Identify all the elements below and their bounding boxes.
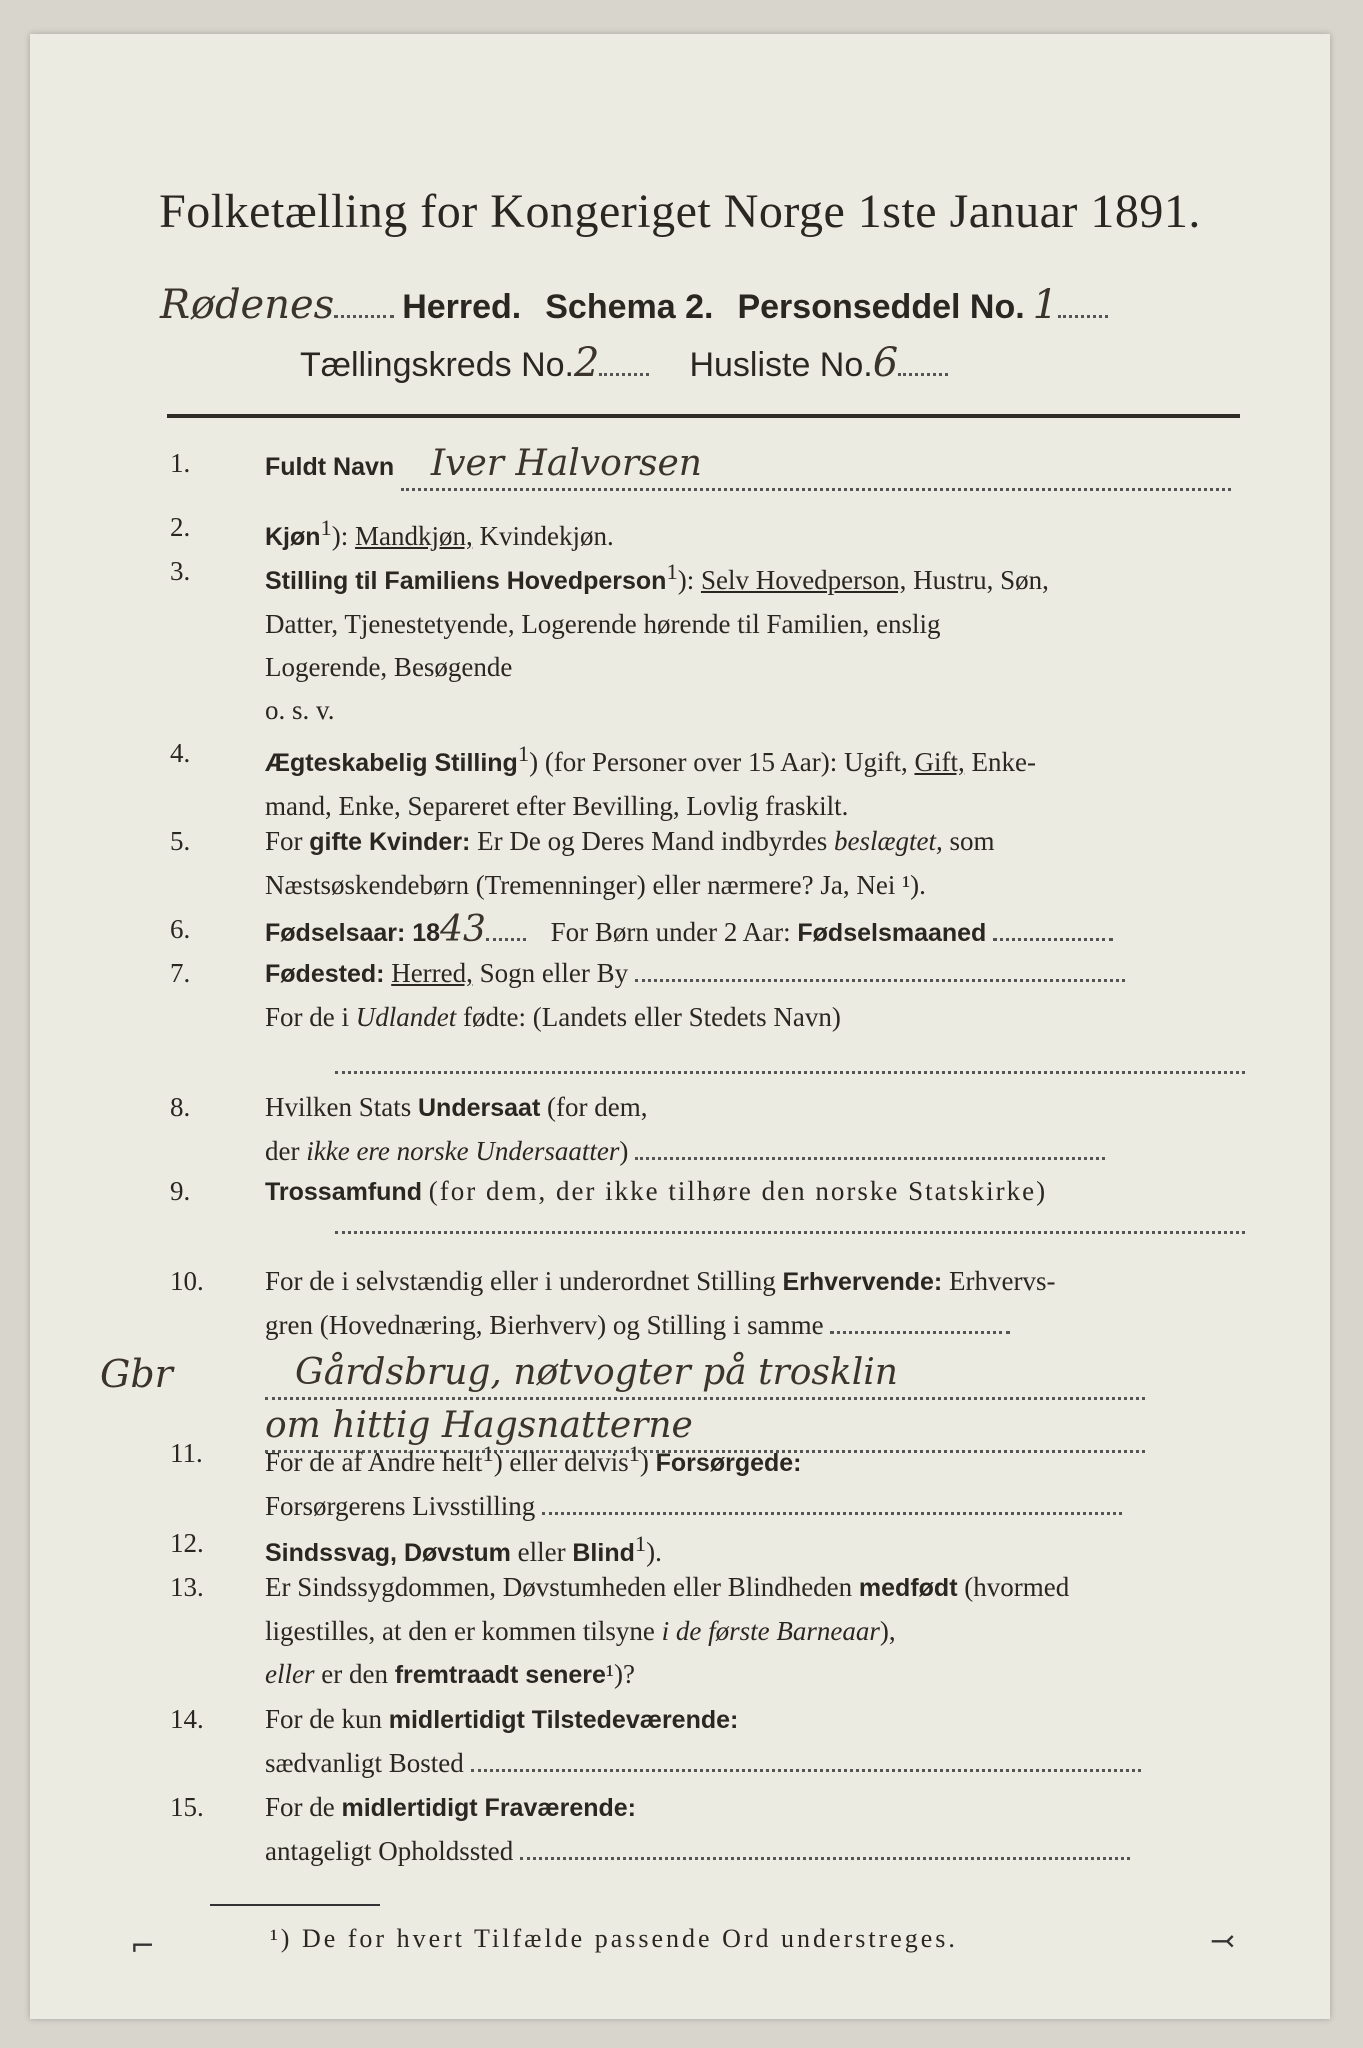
item-number: 9.	[170, 1176, 191, 1206]
item-number: 4.	[170, 738, 191, 768]
kreds-value: 2	[573, 340, 600, 386]
item-number: 11.	[170, 1438, 203, 1468]
item-number: 5.	[170, 826, 191, 856]
name-label: Fuldt Navn	[265, 453, 395, 481]
personseddel-value: 1	[1032, 282, 1059, 328]
header-line-1	[160, 282, 1108, 328]
occupation-value-2: om hittig Hagsnatterne	[265, 1405, 693, 1446]
name-value: Iver Halvorsen	[430, 443, 702, 484]
herred-value: Rødenes	[160, 282, 335, 328]
census-form-sheet: Folketælling for Kongeriget Norge 1ste Januar 1891. Rødenes Herred. Schema 2. Personseddel No. 1 Tællingskreds No. 2 Husliste No. 6 1. Fuldt Navn Iver Halvorsen 2. Kjøn$^1$): Mandkjøn, Kvindekjøn. 3. Stilling til Familiens Hovedperson$^1$): Selv Hovedperson, Hustru, Søn, Datter, Tjenestetyende, Logerende hørende til Familien, enslig Logerende, Besøgende o. s. v. 4. Ægteskabelig Stilling$^1$) (for Personer over 15 Aar): Ugift, Gift, Enke- mand, Enke, Separeret efter Bevilling, Lovlig fraskilt. 5. For gifte Kvinder: Er De og Deres Mand indbyrdes beslægtet, som Næstsøskendebørn (Tremenninger) eller nærmere? Ja, Nei ¹). 6. Fødselsaar: 1843 For Børn under 2 Aar: Fødselsmaaned 7. Fødested: Herred, Sogn eller By For de i Udlandet fødte: (Landets eller Stedets Navn) 8. Hvilken Stats Undersaat (for dem, der ikke ere norske Undersaatter) 9. Trossamfund (for dem, der ikke tilhøre den norske Statskirke) 10. For de i selvstændig eller i underordnet Stilling Erhvervende: Erhvervs- gren (Hovednæring, Bierhverv) og Stilling i samme Gårdsbrug, nøtvogter på trosklin om hittig Hagsnatterne Gbr 11. For de af Andre helt$^1$) eller delvis$^1$) Forsørgede: Forsørgerens Livsstilling 12. Sindssvag, Døvstum eller Blind$^1$). 13. Er Sindssygdommen, Døvstumheden eller Blindheden medfødt (hvormed ligestilles, at den er kommen tilsyne i de første Barneaar), eller er den fremtraadt senere¹)? 14. For de kun midlertidigt Tilstedeværende: sædvanligt Bosted 15. For de midlertidigt Fraværende: antageligt Opholdssted ¹) De for hvert Tilfælde passende Ord understreges. ⌐ ⤙	[30, 34, 1330, 2019]
marital-selected: Gift,	[914, 747, 965, 777]
item-number: 14.	[170, 1704, 204, 1734]
item-number: 12.	[170, 1528, 204, 1558]
margin-mark-left: ⌐	[130, 1929, 156, 1964]
husliste-label: Husliste No.	[689, 346, 873, 384]
header-line-2	[300, 340, 948, 386]
header-rule	[167, 414, 1240, 418]
margin-mark-right: ⤙	[1210, 1924, 1236, 1959]
item-number: 13.	[170, 1572, 204, 1602]
personseddel-label: Personseddel No.	[737, 288, 1025, 326]
item-number: 2.	[170, 512, 191, 542]
kreds-label: Tællingskreds No.	[300, 346, 574, 384]
sex-selected: Mandkjøn,	[355, 521, 473, 551]
husliste-value: 6	[872, 340, 899, 386]
margin-note: Gbr	[100, 1352, 173, 1396]
item-number: 15.	[170, 1792, 204, 1822]
schema-label: Schema 2.	[545, 288, 714, 326]
footnote: ¹) De for hvert Tilfælde passende Ord understreges.	[270, 1924, 958, 1953]
item-number: 7.	[170, 958, 191, 988]
position-selected: Selv Hovedperson,	[700, 565, 907, 595]
form-title: Folketælling for Kongeriget Norge 1ste Januar 1891.	[159, 185, 1201, 238]
item-number: 3.	[170, 556, 191, 586]
birthplace-selected: Herred,	[391, 958, 473, 988]
occupation-value-1: Gårdsbrug, nøtvogter på trosklin	[295, 1352, 898, 1393]
footnote-rule	[210, 1904, 380, 1906]
birth-year-value: 43	[440, 909, 486, 950]
herred-label: Herred.	[402, 288, 522, 326]
item-number: 1.	[170, 448, 191, 478]
item-number: 8.	[170, 1092, 191, 1122]
item-number: 6.	[170, 914, 191, 944]
item-number: 10.	[170, 1266, 204, 1296]
